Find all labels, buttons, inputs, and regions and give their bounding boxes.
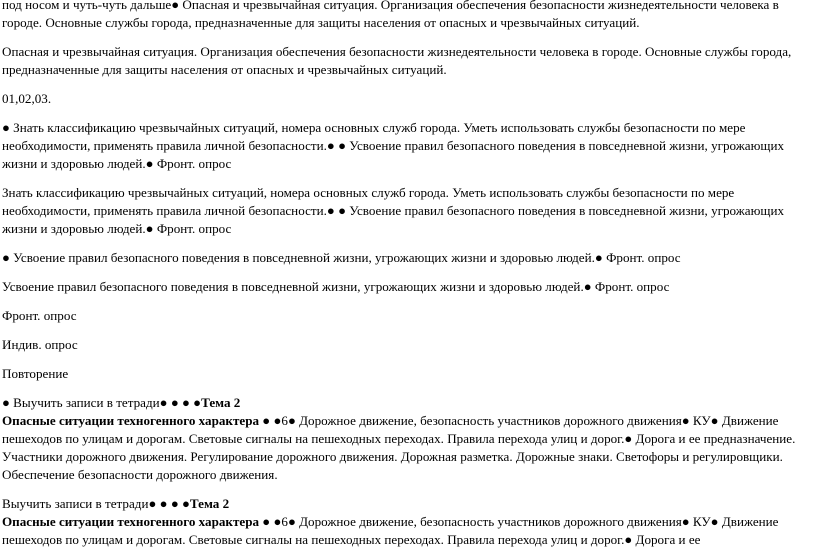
homework-text: ● Выучить записи в тетради● ● ● ● <box>2 395 202 410</box>
lesson-block-1 <box>2 412 814 484</box>
document-body <box>2 0 814 560</box>
paragraph-topic-intro: под носом и чуть-чуть дальше● Опасная и чрезвычайная ситуация. Организация обеспечения безопасности жизнедеятельности человека в городе. Основные службы города, предназначенные для защиты населения от опасных и чрезвычайных ситуаций. <box>2 0 779 30</box>
paragraph-requirements-bulleted: ● Знать классификацию чрезвычайных ситуаций, номера основных служб города. Уметь использовать службы безопасности по мере необходимости, применять правила личной безопасности.● ● Усвоение правил безопасного поведения в повседневной жизни, угрожающих жизни и здоровью людей.● Фронт. опрос <box>2 120 785 171</box>
paragraph-front-survey: Фронт. опрос <box>2 308 77 323</box>
topic-heading: Тема 2 <box>201 395 241 410</box>
paragraph-behavior: Усвоение правил безопасного поведения в повседневной жизни, угрожающих жизни и здоровью людей.● Фронт. опрос <box>2 279 670 294</box>
lesson-text: ● ●6● Дорожное движение, безопасность участников дорожного движения● КУ● Движение пешеходов по улицам и дорогам. Световые сигналы на пешеходных переходах. Правила перехода улиц и дорог.● Дорога и ее предназначение. Участники дорожного движения. Регулирование дорожного движения. Дорожная разметка. Дорожные знаки. Светофоры и регулировщики. Обеспечение безопасности дорожного движения. <box>2 413 796 482</box>
paragraph-behavior-bulleted: ● Усвоение правил безопасного поведения в повседневной жизни, угрожающих жизни и здоровью людей.● Фронт. опрос <box>2 250 681 265</box>
homework-line-bulleted <box>2 394 814 412</box>
paragraph-requirements: Знать классификацию чрезвычайных ситуаций, номера основных служб города. Уметь использовать службы безопасности по мере необходимости, применять правила личной безопасности.● ● Усвоение правил безопасного поведения в повседневной жизни, угрожающих жизни и здоровью людей.● Фронт. опрос <box>2 185 785 236</box>
lesson-text: ● ●6● Дорожное движение, безопасность участников дорожного движения● КУ● Движение пешеходов по улицам и дорогам. Световые сигналы на пешеходных переходах. Правила перехода улиц и дорог.● Дорога и ее <box>2 514 779 547</box>
lesson-subheading: Опасные ситуации техногенного характера <box>2 413 260 428</box>
paragraph-repetition: Повторение <box>2 366 69 381</box>
homework-text: Выучить записи в тетради● ● ● ● <box>2 496 190 511</box>
paragraph-individual-survey: Индив. опрос <box>2 337 78 352</box>
paragraph-topic: Опасная и чрезвычайная ситуация. Организация обеспечения безопасности жизнедеятельности человека в городе. Основные службы города, предназначенные для защиты населения от опасных и чрезвычайных ситуаций. <box>2 44 792 77</box>
homework-line <box>2 495 814 513</box>
lesson-block-2 <box>2 513 814 549</box>
lesson-subheading: Опасные ситуации техногенного характера <box>2 514 260 529</box>
topic-heading: Тема 2 <box>189 496 230 511</box>
paragraph-codes: 01,02,03. <box>2 91 52 106</box>
